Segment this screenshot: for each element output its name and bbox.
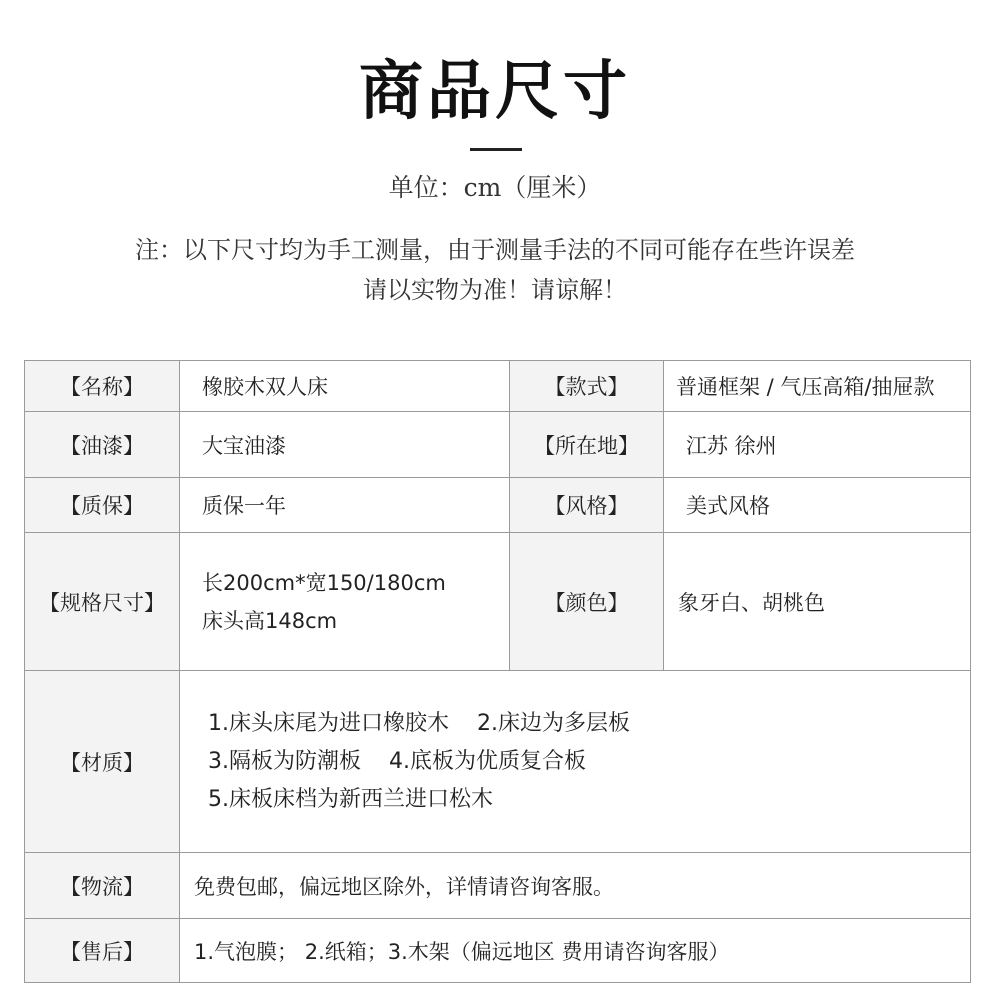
- spec-row-warranty: [25, 478, 971, 533]
- size-label: 【规格尺寸】: [25, 533, 180, 671]
- material-line2: [208, 743, 970, 781]
- warranty-label: 【质保】: [25, 478, 180, 533]
- material-label: 【材质】: [25, 671, 180, 853]
- design-label: 【风格】: [510, 478, 664, 533]
- style-value: 普通框架 / 气压高箱/抽屉款: [664, 361, 971, 412]
- size-value-line2: 床头高148cm: [202, 608, 338, 633]
- material-line3: [208, 781, 970, 819]
- material-item5: 5.床板床档为新西兰进口松木: [208, 786, 493, 812]
- material-item4: 4.底板为优质复合板: [389, 748, 586, 774]
- material-value: [180, 671, 971, 853]
- measurement-note-line1: 注：以下尺寸均为手工测量，由于测量手法的不同可能存在些许误差: [135, 236, 855, 264]
- name-value: 橡胶木双人床: [180, 361, 510, 412]
- aftersale-value: 1.气泡膜； 2.纸箱；3.木架（偏远地区 费用请咨询客服）: [180, 919, 971, 983]
- location-label: 【所在地】: [510, 412, 664, 478]
- spec-row-material: [25, 671, 971, 853]
- design-value: 美式风格: [664, 478, 971, 533]
- spec-table: [24, 360, 971, 983]
- measurement-note-line2: 请以实物为准！请谅解！: [363, 276, 627, 304]
- name-label: 【名称】: [25, 361, 180, 412]
- size-value: [180, 533, 510, 671]
- spec-row-aftersale: [25, 919, 971, 983]
- paint-label: 【油漆】: [25, 412, 180, 478]
- size-value-line1: 长200cm*宽150/180cm: [202, 570, 446, 595]
- logistics-label: 【物流】: [25, 853, 180, 919]
- material-line1: [208, 705, 970, 743]
- color-label: 【颜色】: [510, 533, 664, 671]
- title-divider: [470, 148, 522, 151]
- page-title: 商品尺寸: [359, 54, 631, 129]
- location-value: 江苏 徐州: [664, 412, 971, 478]
- style-label: 【款式】: [510, 361, 664, 412]
- material-item1: 1.床头床尾为进口橡胶木: [208, 710, 449, 736]
- spec-row-logistics: [25, 853, 971, 919]
- logistics-value: 免费包邮，偏远地区除外，详情请咨询客服。: [180, 853, 971, 919]
- material-item3: 3.隔板为防潮板: [208, 748, 361, 774]
- paint-value: 大宝油漆: [180, 412, 510, 478]
- spec-row-size: [25, 533, 971, 671]
- warranty-value: 质保一年: [180, 478, 510, 533]
- spec-row-name: [25, 361, 971, 412]
- color-value: 象牙白、胡桃色: [664, 533, 971, 671]
- unit-note: 单位：cm（厘米）: [388, 173, 602, 202]
- material-item2: 2.床边为多层板: [477, 710, 630, 736]
- aftersale-label: 【售后】: [25, 919, 180, 983]
- spec-row-paint: [25, 412, 971, 478]
